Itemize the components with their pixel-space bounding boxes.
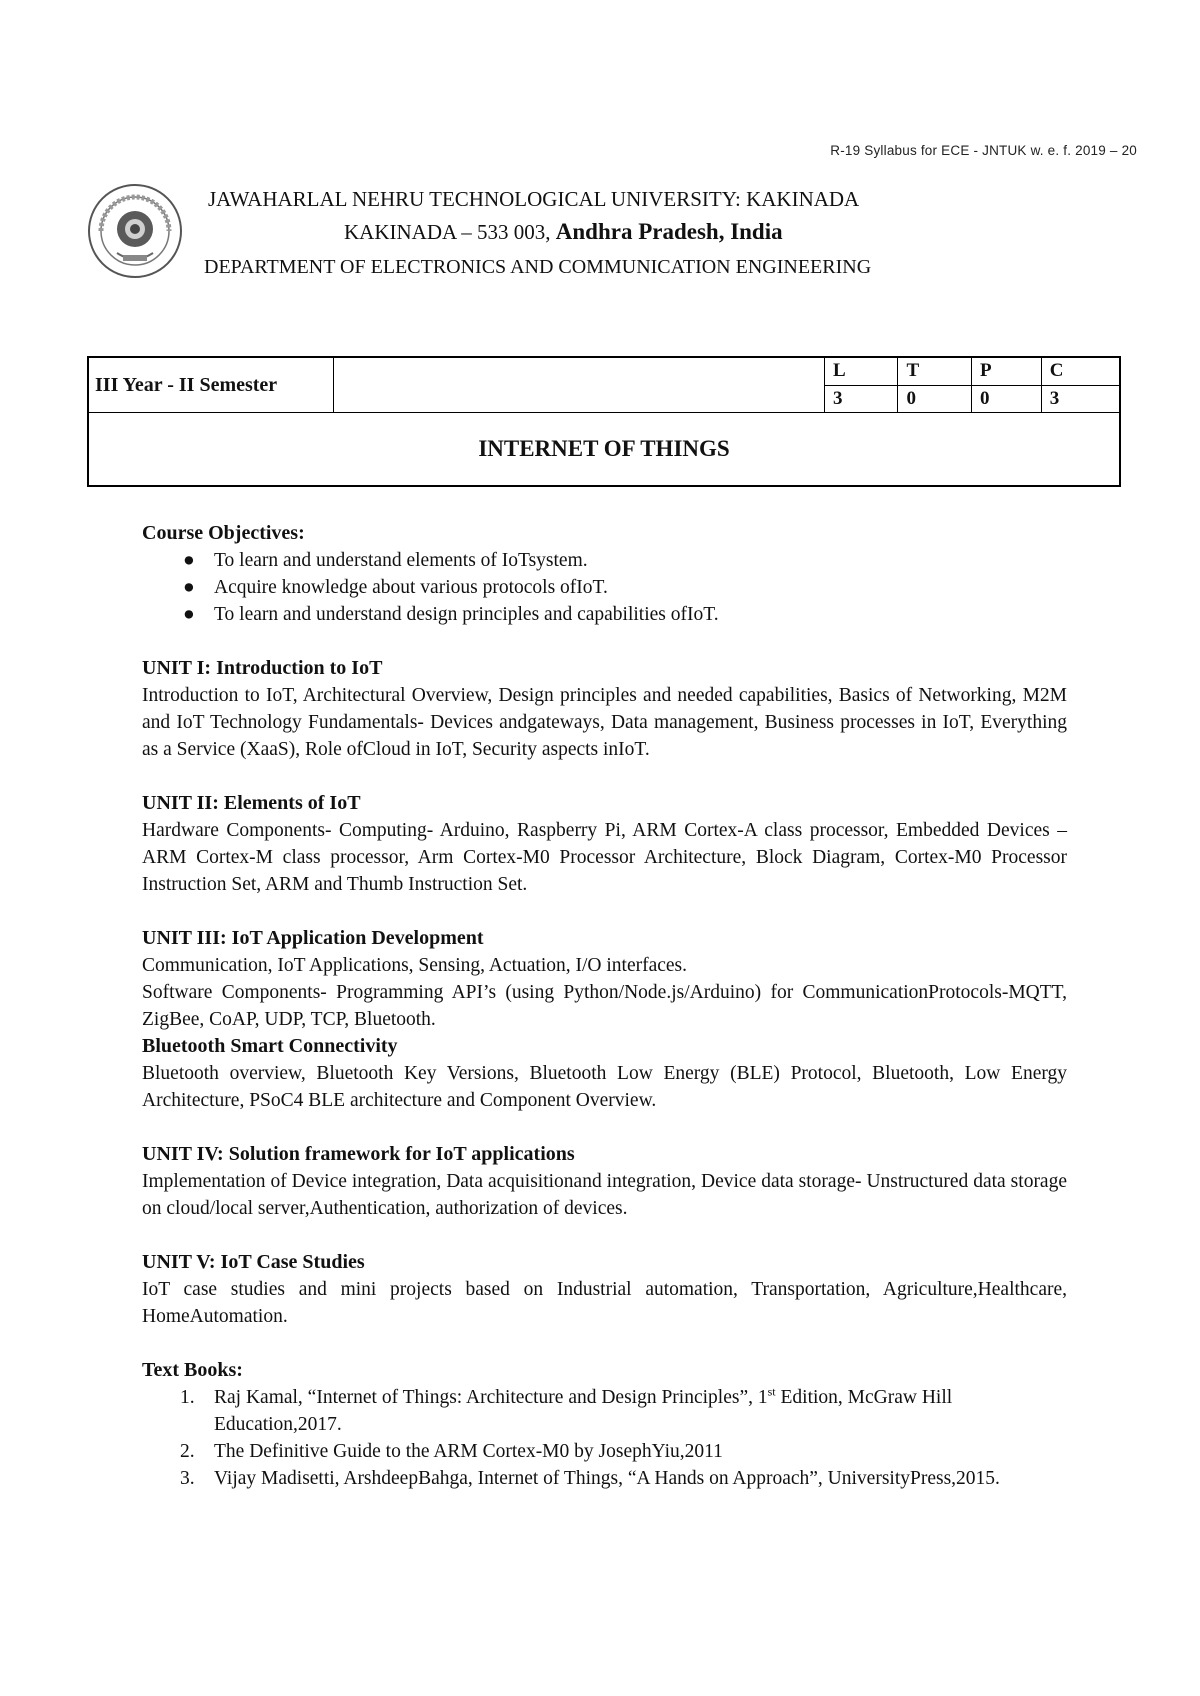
unit-1-text: Introduction to IoT, Architectural Overview, Design principles and needed capabilities, Basics of Networking, M2M and IoT Technology Fundamentals- Devices andgateways, Data management, Business processes in IoT, Everything as a Service (XaaS), Role ofCloud in IoT, Security aspects inIoT. xyxy=(142,685,1067,760)
unit-4-heading: UNIT IV: Solution framework for IoT applications xyxy=(142,1143,575,1165)
book-number: 2. xyxy=(180,1441,195,1462)
bullet-icon: ● xyxy=(183,604,195,625)
list-item xyxy=(142,1384,1067,1438)
book-number: 3. xyxy=(180,1468,195,1489)
address-state: Andhra Pradesh, India xyxy=(555,219,783,244)
objectives-list xyxy=(142,547,1067,628)
running-header: R-19 Syllabus for ECE - JNTUK w. e. f. 2019 – 20 xyxy=(830,143,1137,158)
objective-text: To learn and understand design principles and capabilities ofIoT. xyxy=(214,604,719,625)
ltpc-value-l: 3 xyxy=(825,385,898,413)
bullet-icon: ● xyxy=(183,577,195,598)
unit-3-subheading: Bluetooth Smart Connectivity xyxy=(142,1035,398,1057)
ltpc-header-l: L xyxy=(825,357,898,385)
course-info-table xyxy=(87,356,1121,487)
unit-5-text: IoT case studies and mini projects based on Industrial automation, Transportation, Agriculture,Healthcare, HomeAutomation. xyxy=(142,1279,1067,1327)
syllabus-body xyxy=(142,520,1067,1492)
list-item xyxy=(142,1465,1067,1492)
list-item xyxy=(142,547,1067,574)
university-name: JAWAHARLAL NEHRU TECHNOLOGICAL UNIVERSITY: KAKINADA xyxy=(208,187,860,211)
book-text-before: Raj Kamal, “Internet of Things: Architecture and Design Principles”, 1 xyxy=(214,1387,768,1408)
unit-3-text-2: Software Components- Programming API’s (using Python/Node.js/Arduino) for CommunicationProtocols-MQTT, ZigBee, CoAP, UDP, TCP, Bluetooth. xyxy=(142,982,1067,1030)
ltpc-value-c: 3 xyxy=(1041,385,1120,413)
semester-cell: III Year - II Semester xyxy=(88,357,334,413)
unit-2-heading: UNIT II: Elements of IoT xyxy=(142,792,361,814)
unit-2-text: Hardware Components- Computing- Arduino, Raspberry Pi, ARM Cortex-A class processor, Embedded Devices – ARM Cortex-M class processor, Arm Cortex-M0 Processor Architecture, Block Diagram, Cortex-M0 Processor Instruction Set, ARM and Thumb Instruction Set. xyxy=(142,820,1067,895)
ltpc-header-p: P xyxy=(971,357,1041,385)
bullet-icon: ● xyxy=(183,550,195,571)
objective-text: To learn and understand elements of IoTsystem. xyxy=(214,550,588,571)
book-text-sup: st xyxy=(767,1384,776,1399)
course-title: INTERNET OF THINGS xyxy=(88,413,1120,487)
unit-5-heading: UNIT V: IoT Case Studies xyxy=(142,1251,365,1273)
book-text-after: Edition, McGraw Hill Education,2017. xyxy=(214,1387,953,1435)
unit-3-heading: UNIT III: IoT Application Development xyxy=(142,927,484,949)
book-number: 1. xyxy=(180,1387,195,1408)
unit-1-heading: UNIT I: Introduction to IoT xyxy=(142,657,383,679)
department-name: DEPARTMENT OF ELECTRONICS AND COMMUNICATION ENGINEERING xyxy=(204,256,872,278)
unit-3-text-1: Communication, IoT Applications, Sensing, Actuation, I/O interfaces. xyxy=(142,955,688,976)
book-text-before: The Definitive Guide to the ARM Cortex-M0 by JosephYiu,2011 xyxy=(214,1441,723,1462)
text-books-heading: Text Books: xyxy=(142,1359,243,1381)
blank-cell xyxy=(334,357,825,413)
university-seal-graphic xyxy=(87,183,183,279)
list-item xyxy=(142,1438,1067,1465)
ltpc-header-c: C xyxy=(1041,357,1120,385)
ltpc-value-p: 0 xyxy=(971,385,1041,413)
ltpc-value-t: 0 xyxy=(898,385,971,413)
unit-3-subtext: Bluetooth overview, Bluetooth Key Versions, Bluetooth Low Energy (BLE) Protocol, Bluetooth, Low Energy Architecture, PSoC4 BLE architecture and Component Overview. xyxy=(142,1063,1067,1111)
university-seal-icon xyxy=(87,183,183,279)
objectives-heading: Course Objectives: xyxy=(142,522,305,544)
university-address xyxy=(344,219,783,245)
unit-4-text: Implementation of Device integration, Data acquisitionand integration, Device data storage- Unstructured data storage on cloud/local server,Authentication, authorization of devices. xyxy=(142,1171,1067,1219)
book-text-before: Vijay Madisetti, ArshdeepBahga, Internet of Things, “A Hands on Approach”, UniversityPress,2015. xyxy=(214,1468,1000,1489)
ltpc-header-t: T xyxy=(898,357,971,385)
text-books-list xyxy=(142,1384,1067,1492)
list-item xyxy=(142,574,1067,601)
address-prefix: KAKINADA – 533 003, xyxy=(344,220,556,244)
list-item xyxy=(142,601,1067,628)
objective-text: Acquire knowledge about various protocols ofIoT. xyxy=(214,577,608,598)
